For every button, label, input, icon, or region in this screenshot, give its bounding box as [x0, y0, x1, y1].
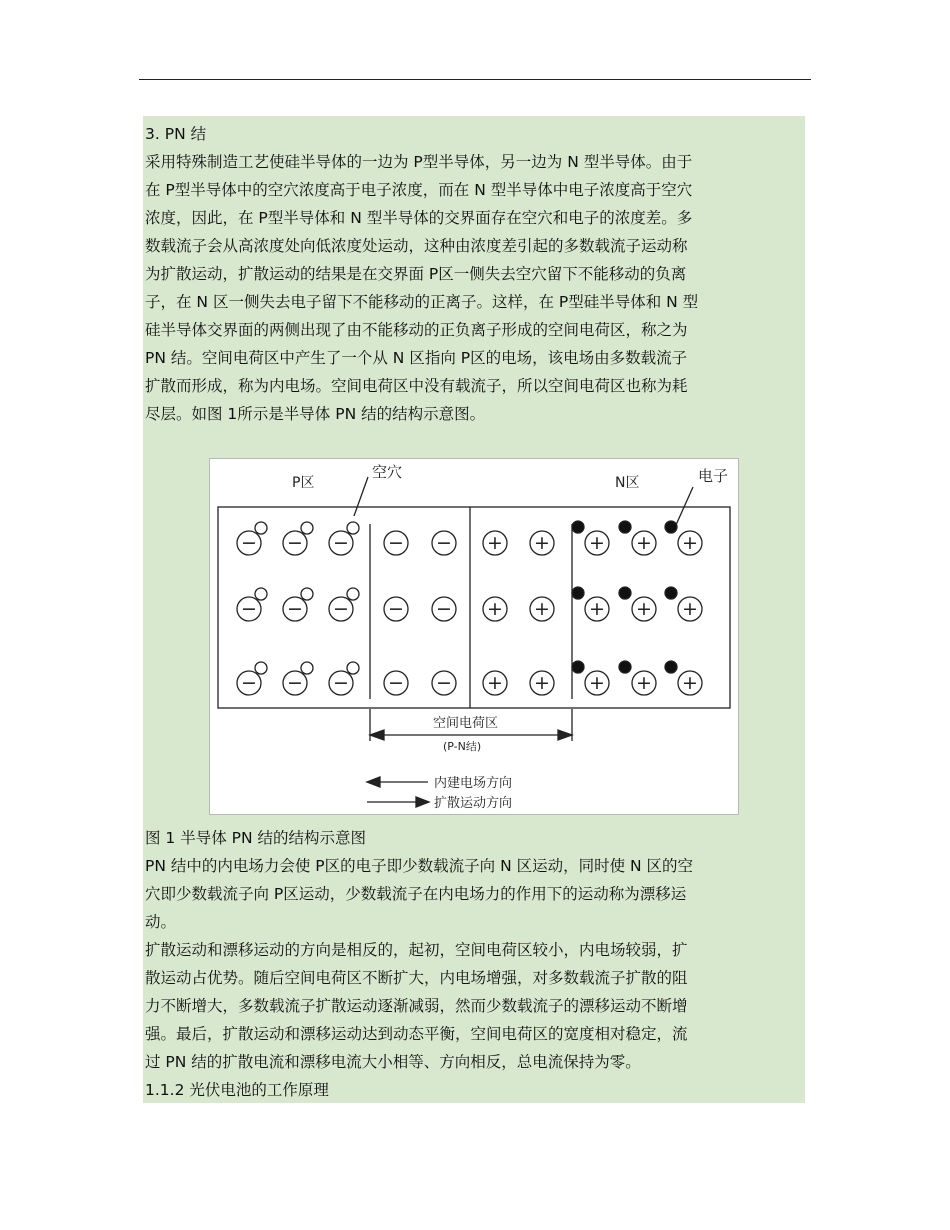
section-heading: 3. PN 结 — [145, 125, 207, 143]
paragraph-line: 扩散而形成，称为内电场。空间电荷区中没有载流子，所以空间电荷区也称为耗 — [145, 377, 688, 395]
p-region-label: P区 — [292, 475, 315, 491]
positive-ion-sign: + — [487, 532, 503, 554]
hole-marker — [301, 522, 313, 534]
positive-ion-sign: + — [682, 532, 698, 554]
negative-ion-sign: − — [436, 532, 452, 554]
hole-marker — [347, 662, 359, 674]
pn-junction-diagram — [210, 459, 740, 816]
hole-marker — [347, 588, 359, 600]
positive-ion-sign: + — [636, 598, 652, 620]
hole-marker — [255, 522, 267, 534]
electron-marker — [619, 661, 631, 673]
positive-ion-sign: + — [534, 532, 550, 554]
positive-ion-sign: + — [487, 598, 503, 620]
electron-label: 电子 — [698, 467, 729, 485]
negative-ion-sign: − — [333, 532, 349, 554]
electron-marker — [665, 587, 677, 599]
positive-ion-sign: + — [636, 672, 652, 694]
negative-ion-sign: − — [436, 598, 452, 620]
positive-ion-sign: + — [534, 672, 550, 694]
negative-ion-sign: − — [333, 672, 349, 694]
diffusion-direction-label: 扩散运动方向 — [434, 796, 513, 811]
paragraph-line: 散运动占优势。随后空间电荷区不断扩大，内电场增强，对多数载流子扩散的阻 — [145, 969, 688, 987]
pn-junction-label: (P-N结) — [443, 740, 482, 753]
paragraph-line: 尽层。如图 1所示是半导体 PN 结的结构示意图。 — [145, 405, 486, 423]
paragraph-line: 浓度，因此，在 P型半导体和 N 型半导体的交界面存在空穴和电子的浓度差。多 — [145, 209, 693, 227]
paragraph-line: PN 结。空间电荷区中产生了一个从 N 区指向 P区的电场，该电场由多数载流子 — [145, 349, 688, 367]
positive-ion-sign: + — [589, 672, 605, 694]
space-charge-right-arrowhead — [558, 730, 572, 740]
negative-ion-sign: − — [241, 532, 257, 554]
positive-ion-sign: + — [636, 532, 652, 554]
paragraph-line: 过 PN 结的扩散电流和漂移电流大小相等、方向相反，总电流保持为零。 — [145, 1053, 641, 1071]
electron-leader-line — [676, 487, 693, 525]
space-charge-left-arrowhead — [370, 730, 384, 740]
paragraph-line: 穴即少数载流子向 P区运动，少数载流子在内电场力的作用下的运动称为漂移运 — [145, 885, 687, 903]
paragraph-line: 子，在 N 区一侧失去电子留下不能移动的正离子。这样，在 P型硅半导体和 N 型 — [145, 293, 699, 311]
n-region-label: N区 — [615, 475, 640, 491]
pn-junction-figure — [209, 458, 739, 815]
paragraph-line: 在 P型半导体中的空穴浓度高于电子浓度，而在 N 型半导体中电子浓度高于空穴 — [145, 181, 693, 199]
electron-marker — [572, 587, 584, 599]
negative-ion-sign: − — [436, 672, 452, 694]
electron-marker — [665, 521, 677, 533]
field-arrowhead — [367, 777, 380, 787]
hole-marker — [255, 662, 267, 674]
hole-marker — [301, 588, 313, 600]
hole-leader-line — [354, 477, 368, 516]
subsection-heading: 1.1.2 光伏电池的工作原理 — [145, 1081, 329, 1099]
negative-ion-sign: − — [241, 598, 257, 620]
positive-ion-sign: + — [682, 598, 698, 620]
paragraph-line: 动。 — [145, 913, 177, 931]
negative-ion-sign: − — [287, 598, 303, 620]
header-rule — [139, 79, 811, 80]
positive-ion-sign: + — [487, 672, 503, 694]
positive-ion-sign: + — [534, 598, 550, 620]
paragraph-line: 扩散运动和漂移运动的方向是相反的，起初，空间电荷区较小，内电场较弱，扩 — [145, 941, 688, 959]
electron-marker — [572, 661, 584, 673]
negative-ion-sign: − — [333, 598, 349, 620]
negative-ion-sign: − — [241, 672, 257, 694]
negative-ion-sign: − — [388, 672, 404, 694]
hole-marker — [255, 588, 267, 600]
paragraph-line: 力不断增大，多数载流子扩散运动逐渐减弱，然而少数载流子的漂移运动不断增 — [145, 997, 688, 1015]
negative-ion-sign: − — [388, 598, 404, 620]
electron-marker — [572, 521, 584, 533]
electron-marker — [619, 587, 631, 599]
hole-marker — [347, 522, 359, 534]
paragraph-line: 硅半导体交界面的两侧出现了由不能移动的正负离子形成的空间电荷区，称之为 — [145, 321, 688, 339]
negative-ion-sign: − — [287, 672, 303, 694]
negative-ion-sign: − — [287, 532, 303, 554]
electron-marker — [665, 661, 677, 673]
paragraph-line: 为扩散运动，扩散运动的结果是在交界面 P区一侧失去空穴留下不能移动的负离 — [145, 265, 687, 283]
field-direction-label: 内建电场方向 — [434, 776, 513, 791]
positive-ion-sign: + — [589, 598, 605, 620]
paragraph-line: 数载流子会从高浓度处向低浓度处运动，这种由浓度差引起的多数载流子运动称 — [145, 237, 688, 255]
positive-ion-sign: + — [682, 672, 698, 694]
figure-caption: 图 1 半导体 PN 结的结构示意图 — [145, 829, 367, 847]
paragraph-line: 采用特殊制造工艺使硅半导体的一边为 P型半导体，另一边为 N 型半导体。由于 — [145, 153, 693, 171]
positive-ion-sign: + — [589, 532, 605, 554]
space-charge-label: 空间电荷区 — [433, 716, 499, 731]
paragraph-line: 强。最后，扩散运动和漂移运动达到动态平衡，空间电荷区的宽度相对稳定，流 — [145, 1025, 688, 1043]
electron-marker — [619, 521, 631, 533]
hole-marker — [301, 662, 313, 674]
paragraph-line: PN 结中的内电场力会使 P区的电子即少数载流子向 N 区运动，同时使 N 区的空 — [145, 857, 694, 875]
diffusion-arrowhead — [416, 797, 429, 807]
hole-label: 空穴 — [372, 463, 403, 481]
negative-ion-sign: − — [388, 532, 404, 554]
